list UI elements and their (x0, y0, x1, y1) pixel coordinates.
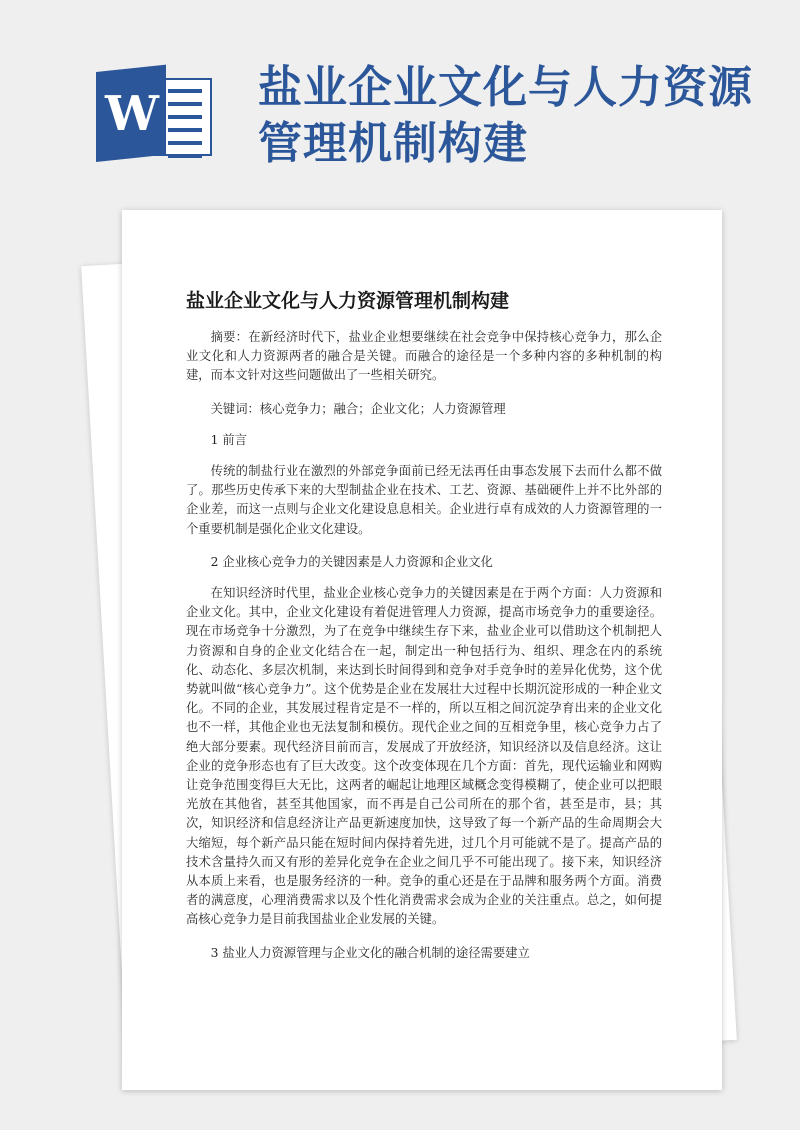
word-document-icon (96, 72, 216, 162)
abstract-paragraph: 摘要：在新经济时代下，盐业企业想要继续在社会竞争中保持核心竞争力，那么企业文化和人力资源两者的融合是关键。而融合的途径是一个多种内容的多种机制的构建，而本文针对这些问题做出了一些相关研究。 (186, 330, 662, 383)
keywords-line: 关键词：核心竞争力；融合；企业文化；人力资源管理 (210, 401, 506, 416)
section-heading: 1 前言 (210, 432, 247, 447)
document-title: 盐业企业文化与人力资源管理机制构建 (186, 290, 510, 312)
document-body (186, 328, 662, 975)
header-banner (0, 0, 800, 200)
section-heading: 3 盐业人力资源管理与企业文化的融合机制的途径需要建立 (210, 945, 530, 960)
section-paragraph: 传统的制盐行业在激烈的外部竞争面前已经无法再任由事态发展下去而什么都不做了。那些历史传承下来的大型制盐企业在技术、工艺、资源、基础硬件上并不比外部的企业差，而这一点则与企业文化建设息息相关。企业进行卓有成效的人力资源管理的一个重要机制是强化企业文化建设。 (186, 464, 662, 536)
section-heading: 2 企业核心竞争力的关键因素是人力资源和企业文化 (210, 554, 493, 569)
document-page (122, 210, 722, 1090)
page-title: 盐业企业文化与人力资源管理机制构建 (258, 62, 753, 169)
word-icon-letter: W (105, 86, 159, 142)
section-paragraph: 在知识经济时代里，盐业企业核心竞争力的关键因素是在于两个方面：人力资源和企业文化。其中，企业文化建设有着促进管理人力资源，提高市场竞争力的重要途径。现在市场竞争十分激烈，为了在竞争中继续生存下来，盐业企业可以借助这个机制把人力资源和自身的企业文化结合在一起，制定出一种包括行为、组织、理念在内的系统化、动态化、多层次机制，来达到长时间得到和竞争对手竞争时的差异化优势，这个优势就叫做“核心竞争力”。这个优势是企业在发展壮大过程中长期沉淀形成的一种企业文化。不同的企业，其发展过程肯定是不一样的，所以互相之间沉淀孕育出来的企业文化也不一样，其他企业也无法复制和模仿。现代企业之间的互相竞争里，核心竞争力占了绝大部分要素。现代经济目前而言，发展成了开放经济，知识经济以及信息经济。这让企业的竞争形态也有了巨大改变。这个改变体现在几个方面：首先，现代运输业和网购让竞争范围变得巨大无比，这两者的崛起让地理区域概念变得模糊了，使企业可以把眼光放在其他省，甚至其他国家，而不再是自己公司所在的那个省，甚至是市，县；其次，知识经济和信息经济让产品更新速度加快，这导致了每一个新产品的生命周期会大大缩短，每个新产品只能在短时间内保持着先进，过几个月可能就不是了。提高产品的技术含量持久而又有形的差异化竞争在企业之间几乎不可能出现了。接下来，知识经济从本质上来看，也是服务经济的一种。竞争的重心还是在于品牌和服务两个方面。消费者的满意度，心理消费需求以及个性化消费需求会成为企业的关注重点。总之，如何提高核心竞争力是目前我国盐业企业发展的关键。 (186, 586, 662, 927)
